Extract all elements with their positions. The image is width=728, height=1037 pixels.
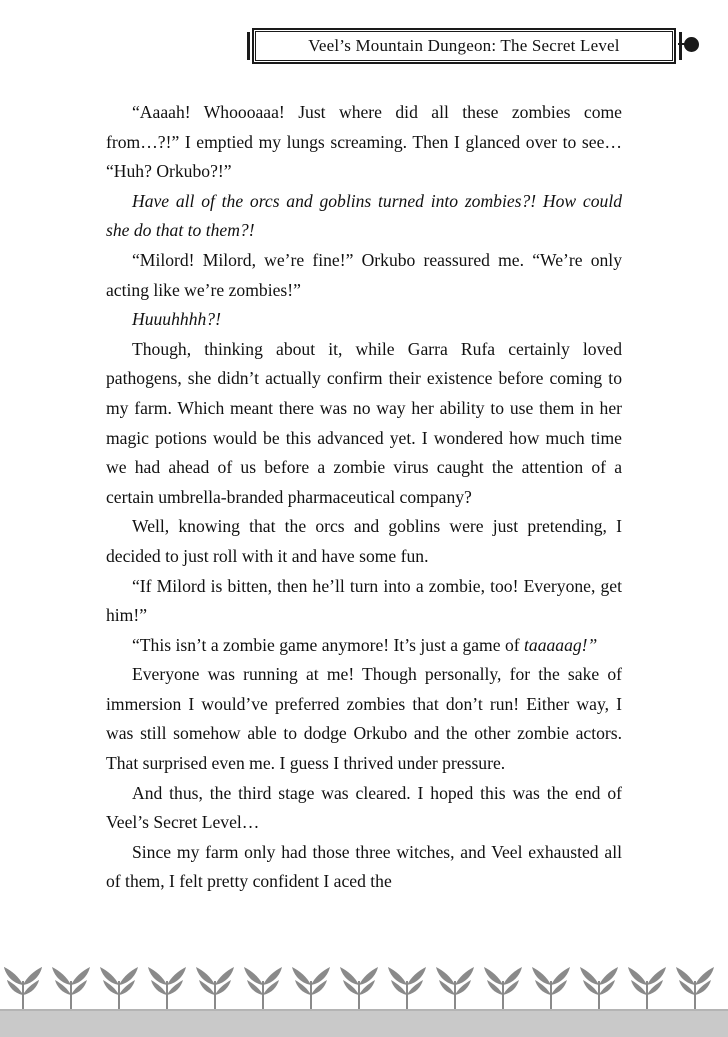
paragraph: “Aaaah! Whoooaaa! Just where did all these zombies come from…?!” I emptied my lungs screaming. Then I glanced over to see… “Huh? Orkubo?!” (106, 102, 622, 182)
paragraph: Have all of the orcs and goblins turned into zombies?! How could she do that to them?! (106, 190, 622, 241)
page-footer (0, 947, 728, 1037)
paragraph: “Milord! Milord, we’re fine!” Orkubo reassured me. “We’re only acting like we’re zombies!” (106, 249, 622, 300)
paragraph: “If Milord is bitten, then he’ll turn into a zombie, too! Everyone, get him!” (106, 575, 622, 626)
paragraph: Everyone was running at me! Though personally, for the sake of immersion I would’ve preferred zombies that don’t run! Either way, I was still somehow able to dodge Orkubo and the other zombie actors. That surprised even me. I guess I thrived under pressure. (106, 664, 622, 774)
paragraph: Since my farm only had those three witches, and Veel exhausted all of them, I felt pretty confident I aced the (106, 841, 622, 892)
running-title-band (252, 28, 676, 64)
footer-bar-line (0, 1009, 728, 1011)
paragraph-text-italic: taaaaag!” (524, 634, 598, 655)
paragraph: Well, knowing that the orcs and goblins were just pretending, I decided to just roll with it and have some fun. (106, 516, 622, 566)
paragraph-text: “This isn’t a zombie game anymore! It’s just a game of (132, 634, 525, 655)
running-title: Veel’s Mountain Dungeon: The Secret Level (308, 36, 620, 55)
paragraph (106, 631, 622, 661)
paragraph: Huuuhhhh?! (132, 309, 221, 330)
page-header (0, 28, 728, 68)
paragraph: And thus, the third stage was cleared. I hoped this was the end of Veel’s Secret Level… (106, 782, 622, 833)
page-body (106, 98, 622, 897)
grass-border-icon (0, 965, 728, 1009)
footer-bar (0, 1009, 728, 1037)
pin-ornament-icon (682, 36, 700, 54)
paragraph: Though, thinking about it, while Garra Rufa certainly loved pathogens, she didn’t actually confirm their existence before coming to my farm. Which meant there was no way her ability to use them in her magic potions would be this advanced yet. I wondered how much time we had ahead of us before a zombie virus caught the attention of a certain umbrella-branded pharmaceutical company? (106, 338, 622, 507)
